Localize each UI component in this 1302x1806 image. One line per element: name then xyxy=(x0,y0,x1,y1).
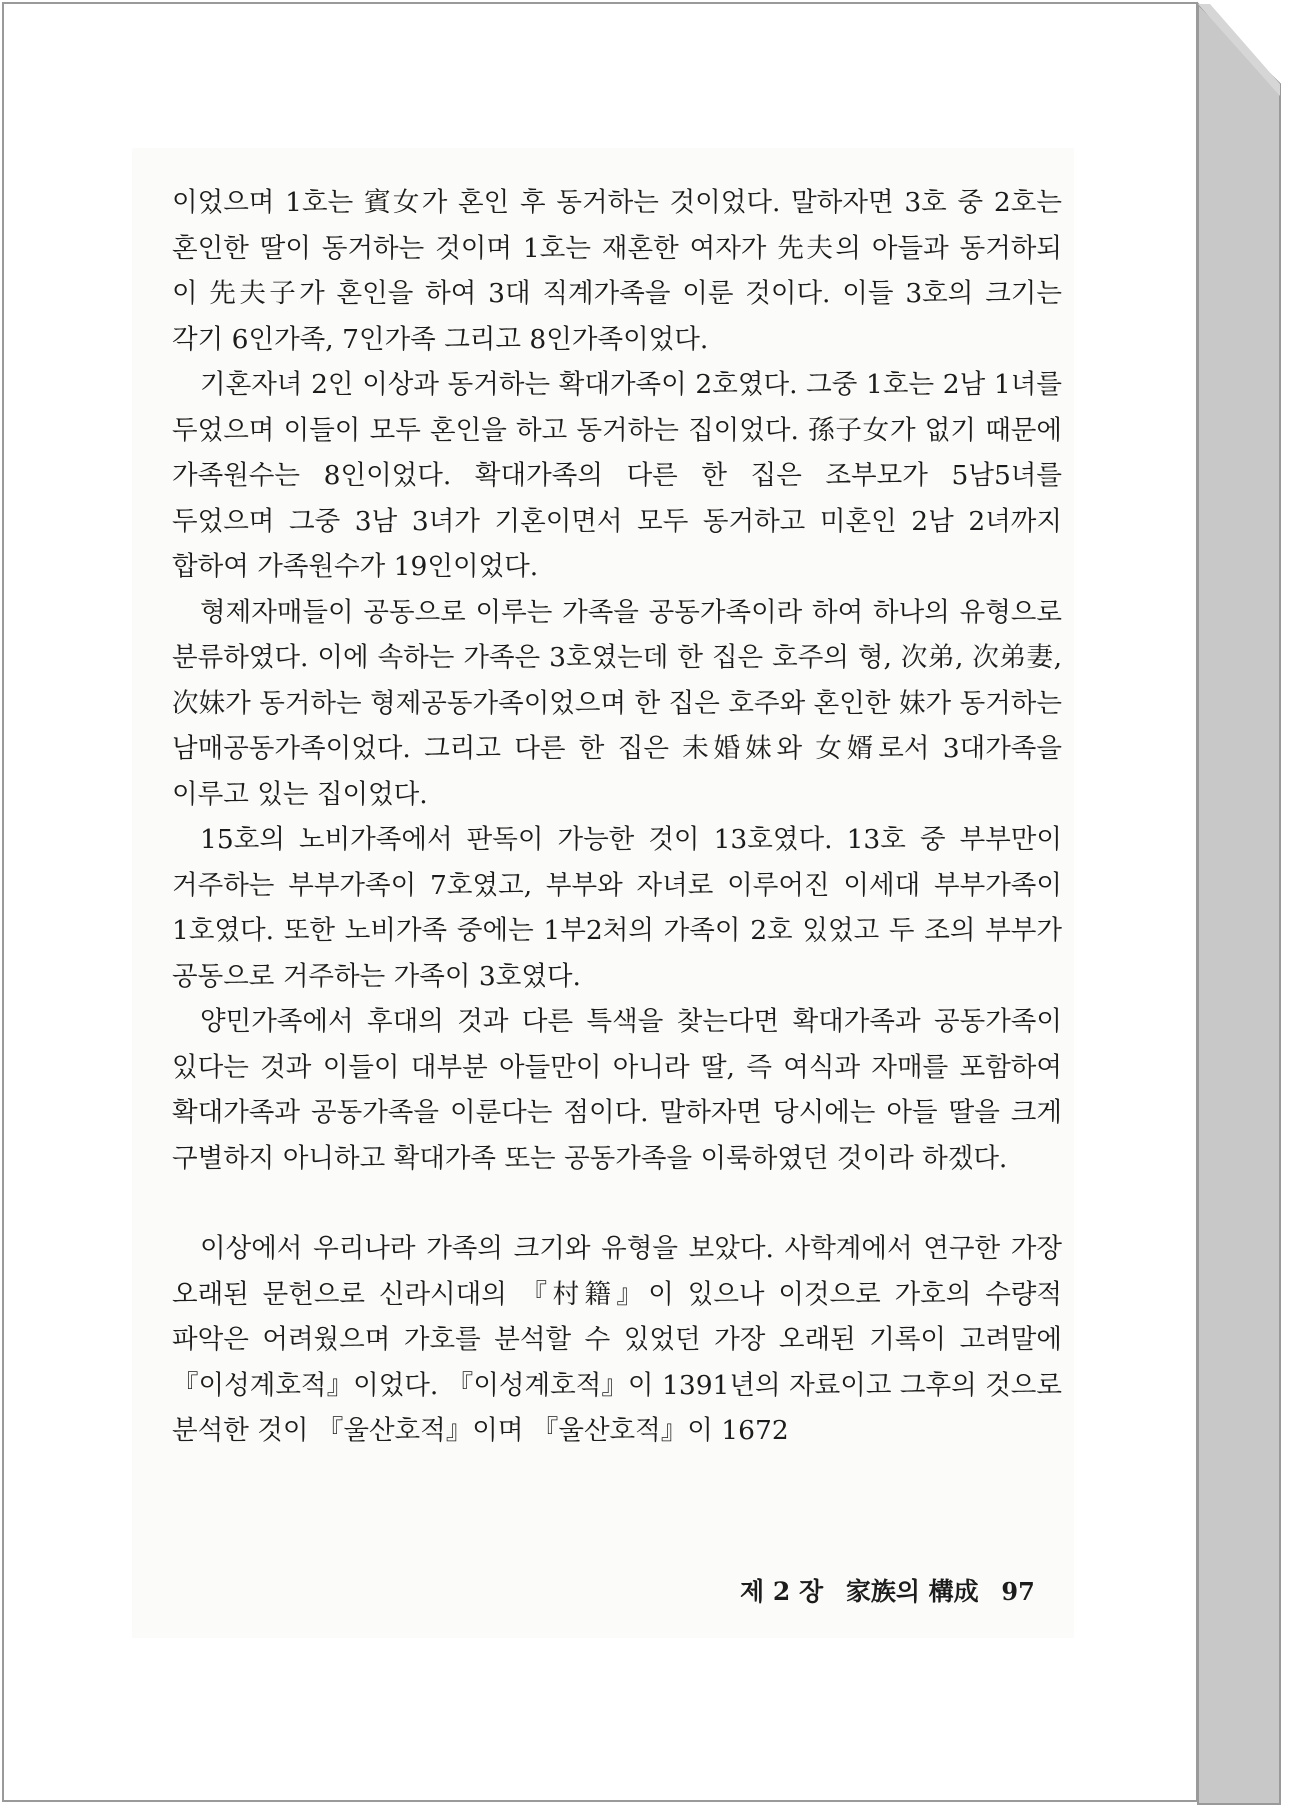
running-footer xyxy=(740,1572,1040,1608)
footer-chapter-title: 家族의 構成 xyxy=(845,1577,979,1606)
body-text xyxy=(172,180,1062,1454)
paragraph-6: 이상에서 우리나라 가족의 크기와 유형을 보았다. 사학계에서 연구한 가장 오래된 문헌으로 신라시대의 『村籍』이 있으나 이것으로 가호의 수량적 파악은 어려웠으며 가호를 분석할 수 있었던 가장 오래된 기록이 고려말에 『이성계호적』이었다. 『이성계호적』이 1391년의 자료이고 그후의 것으로 분석한 것이 『울산호적』이며 『울산호적』이 1672 xyxy=(172,1233,1062,1446)
section-spacer xyxy=(172,1181,1062,1226)
paragraph-4: 15호의 노비가족에서 판독이 가능한 것이 13호였다. 13호 중 부부만이 거주하는 부부가족이 7호였고, 부부와 자녀로 이루어진 이세대 부부가족이 1호였다. 또한 노비가족 중에는 1부2처의 가족이 2호 있었고 두 조의 부부가 공동으로 거주하는 가족이 3호였다. xyxy=(172,824,1062,992)
paragraph-3: 형제자매들이 공동으로 이루는 가족을 공동가족이라 하여 하나의 유형으로 분류하였다. 이에 속하는 가족은 3호였는데 한 집은 호주의 형, 次弟, 次弟妻, 次妹가 동거하는 형제공동가족이었으며 한 집은 호주와 혼인한 妹가 동거하는 남매공동가족이었다. 그리고 다른 한 집은 未婚妹와 女婿로서 3대가족을 이루고 있는 집이었다. xyxy=(172,596,1062,810)
footer-chapter: 제 2 장 xyxy=(740,1577,824,1606)
paragraph-5: 양민가족에서 후대의 것과 다른 특색을 찾는다면 확대가족과 공동가족이 있다는 것과 이들이 대부분 아들만이 아니라 딸, 즉 여식과 자매를 포함하여 확대가족과 공동가족을 이룬다는 점이다. 말하자면 당시에는 아들 딸을 크게 구별하지 아니하고 확대가족 또는 공동가족을 이룩하였던 것이라 하겠다. xyxy=(172,1006,1062,1174)
paragraph-2: 기혼자녀 2인 이상과 동거하는 확대가족이 2호였다. 그중 1호는 2남 1녀를 두었으며 이들이 모두 혼인을 하고 동거하는 집이었다. 孫子女가 없기 때문에 가족원수는 8인이었다. 확대가족의 다른 한 집은 조부모가 5남5녀를 두었으며 그중 3남 3녀가 기혼이면서 모두 동거하고 미혼인 2남 2녀까지 합하여 가족원수가 19인이었다. xyxy=(172,369,1062,582)
page-number: 97 xyxy=(1001,1577,1035,1606)
paragraph-1: 이었으며 1호는 賓女가 혼인 후 동거하는 것이었다. 말하자면 3호 중 2호는 혼인한 딸이 동거하는 것이며 1호는 재혼한 여자가 先夫의 아들과 동거하되 이 先夫子가 혼인을 하여 3대 직계가족을 이룬 것이다. 이들 3호의 크기는 각기 6인가족, 7인가족 그리고 8인가족이었다. xyxy=(172,187,1062,355)
